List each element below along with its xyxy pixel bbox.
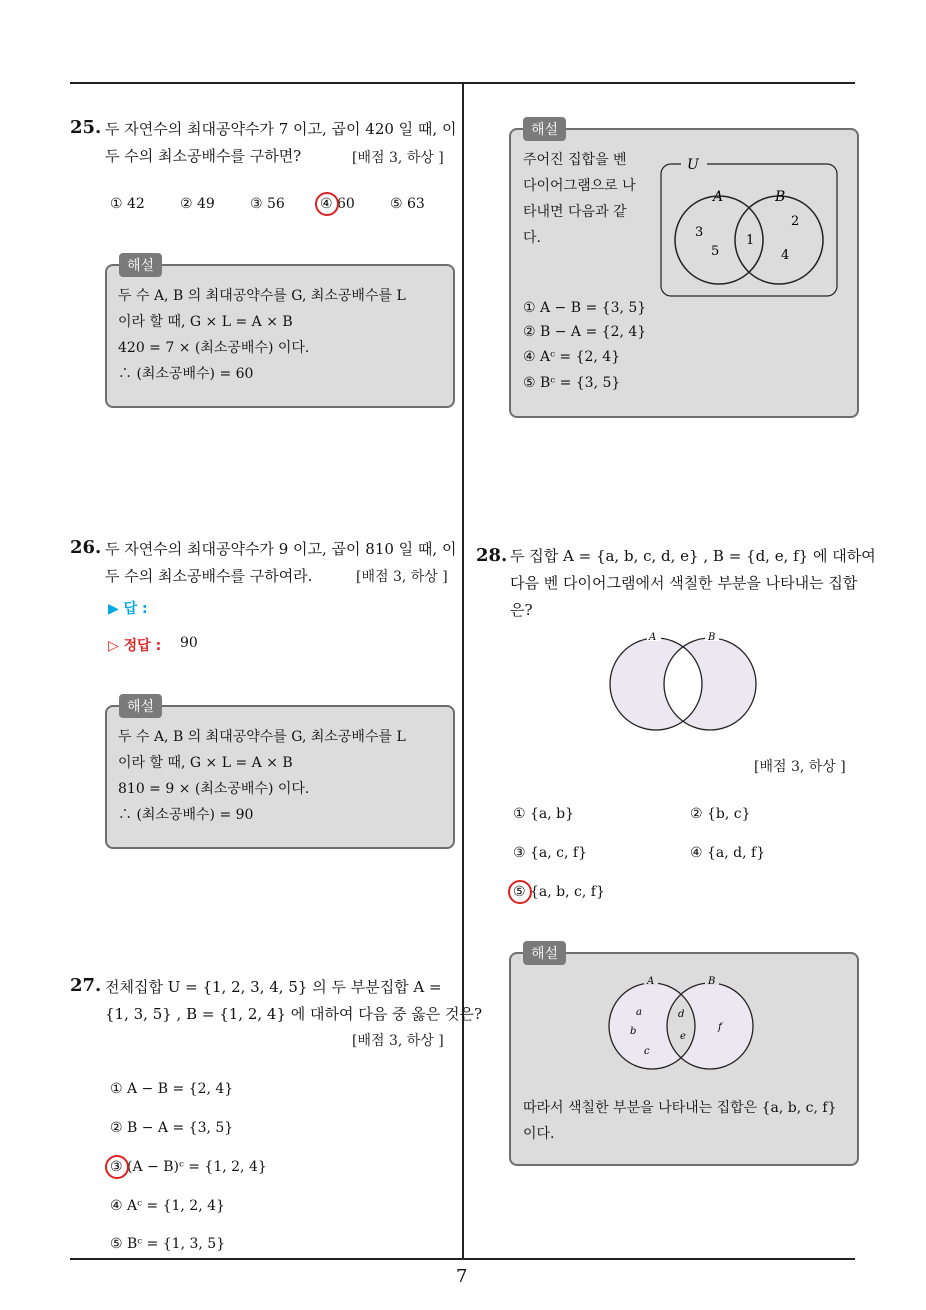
venn-diagram-solution [600, 972, 770, 1072]
column-divider [462, 82, 464, 1260]
question-text-line2: 두 수의 최소공배수를 구하면? [105, 147, 302, 165]
solution-line-4: ∴ (최소공배수) = 60 [118, 366, 254, 382]
universal-set-rect [661, 164, 837, 296]
solution-line-1: 두 수 A, B 의 최대공약수를 G, 최소공배수를 L [118, 288, 406, 304]
set-a-label: A [647, 976, 655, 987]
choice-5[interactable]: ⑤ Bᶜ = {1, 3, 5} [110, 1236, 226, 1252]
choice-4[interactable]: ④ 60 [320, 196, 355, 212]
page-number: 7 [456, 1266, 468, 1287]
set-u-label: U [687, 157, 699, 173]
question-text-line2: 다음 벤 다이어그램에서 색칠한 부분을 나타내는 집합 [510, 574, 858, 592]
question-meta: [배점 3, 하상 ] [352, 1033, 444, 1049]
venn-diagram-abu [655, 152, 845, 302]
solution-line-2: 이다. [523, 1126, 555, 1142]
solution-line-4: ⑤ Bᶜ = {3, 5} [523, 375, 621, 391]
venn-diagram-question [600, 626, 770, 734]
element-d: d [678, 1009, 685, 1020]
element-b: b [630, 1026, 637, 1037]
question-number: 25. [70, 117, 102, 138]
solution-tag: 해설 [523, 117, 566, 141]
set-b-label: B [775, 189, 786, 205]
solution-line-2: 이라 할 때, G × L = A × B [118, 314, 293, 330]
element-both: 1 [746, 233, 755, 248]
question-number: 26. [70, 537, 102, 558]
question-text-line2: {1, 3, 5} , B = {1, 2, 4} 에 대하여 다음 중 옳은 것은? [105, 1005, 483, 1023]
question-text-line1: 두 자연수의 최대공약수가 9 이고, 곱이 810 일 때, 이 [105, 540, 457, 558]
question-number: 28. [476, 545, 508, 566]
question-text-line1: 전체집합 U = {1, 2, 3, 4, 5} 의 두 부분집합 A = [105, 978, 442, 996]
element-b-only-1: 2 [791, 214, 800, 229]
question-meta: [배점 3, 하상 ] [754, 759, 846, 775]
correct-answer-mark [315, 192, 339, 216]
choice-1[interactable]: ① {a, b} [513, 806, 575, 822]
set-a-label: A [649, 632, 657, 643]
solution-line-2: ② B − A = {2, 4} [523, 324, 647, 340]
set-a-label: A [713, 189, 724, 205]
set-b-label: B [708, 976, 716, 987]
solution-tag: 해설 [523, 941, 566, 965]
choice-4[interactable]: ④ Aᶜ = {1, 2, 4} [110, 1198, 225, 1214]
choice-2[interactable]: ② 49 [180, 196, 215, 212]
choice-2[interactable]: ② B − A = {3, 5} [110, 1120, 234, 1136]
solution-line-4: ∴ (최소공배수) = 90 [118, 807, 254, 823]
choice-4[interactable]: ④ {a, d, f} [690, 845, 766, 861]
choice-2[interactable]: ② {b, c} [690, 806, 751, 822]
solution-line-1: ① A − B = {3, 5} [523, 300, 647, 316]
solution-line-3: 810 = 9 × (최소공배수) 이다. [118, 781, 310, 797]
correct-answer-label: ▷ 정답 : [108, 638, 162, 654]
choice-5[interactable]: ⑤ 63 [390, 196, 425, 212]
answer-field-label[interactable]: ▶ 답 : [108, 601, 148, 617]
choice-3[interactable]: ③ {a, c, f} [513, 845, 587, 861]
solution-line-3: ④ Aᶜ = {2, 4} [523, 349, 621, 365]
solution-line-1: 따라서 색칠한 부분을 나타내는 집합은 {a, b, c, f} [523, 1100, 837, 1116]
solution-line-1: 두 수 A, B 의 최대공약수를 G, 최소공배수를 L [118, 729, 406, 745]
element-a-only-1: 3 [695, 225, 704, 240]
question-number: 27. [70, 975, 102, 996]
solution-line-2: 이라 할 때, G × L = A × B [118, 755, 293, 771]
solution-text-2: 다이어그램으로 나 [523, 178, 636, 194]
solution-text-3: 타내면 다음과 같 [523, 204, 627, 220]
solution-line-3: 420 = 7 × (최소공배수) 이다. [118, 340, 310, 356]
question-text-line3: 은? [510, 601, 533, 619]
choice-1[interactable]: ① 42 [110, 196, 145, 212]
question-text-line1: 두 자연수의 최대공약수가 7 이고, 곱이 420 일 때, 이 [105, 120, 457, 138]
bottom-rule [70, 1258, 855, 1260]
choice-3[interactable]: ③ (A − B)ᶜ = {1, 2, 4} [110, 1159, 267, 1175]
solution-text-1: 주어진 집합을 벤 [523, 152, 627, 168]
question-meta: [배점 3, 하상 ] [352, 150, 444, 166]
set-b-label: B [708, 632, 716, 643]
solution-tag: 해설 [119, 694, 162, 718]
correct-answer-mark [508, 880, 532, 904]
solution-tag: 해설 [119, 253, 162, 277]
correct-answer-value: 90 [180, 635, 198, 651]
question-meta: [배점 3, 하상 ] [356, 569, 448, 585]
choice-5[interactable]: ⑤ {a, b, c, f} [513, 884, 605, 900]
element-f: f [718, 1022, 722, 1033]
solution-text-4: 다. [523, 230, 541, 246]
element-b-only-2: 4 [781, 248, 790, 263]
question-text-line1: 두 집합 A = {a, b, c, d, e} , B = {d, e, f} 에 대하여 [510, 547, 876, 565]
choice-1[interactable]: ① A − B = {2, 4} [110, 1081, 234, 1097]
element-e: e [680, 1031, 686, 1042]
element-a-only-2: 5 [711, 244, 720, 259]
element-a: a [636, 1007, 642, 1018]
correct-answer-mark [105, 1155, 129, 1179]
choice-3[interactable]: ③ 56 [250, 196, 285, 212]
element-c: c [644, 1046, 650, 1057]
question-text-line2: 두 수의 최소공배수를 구하여라. [105, 567, 313, 585]
